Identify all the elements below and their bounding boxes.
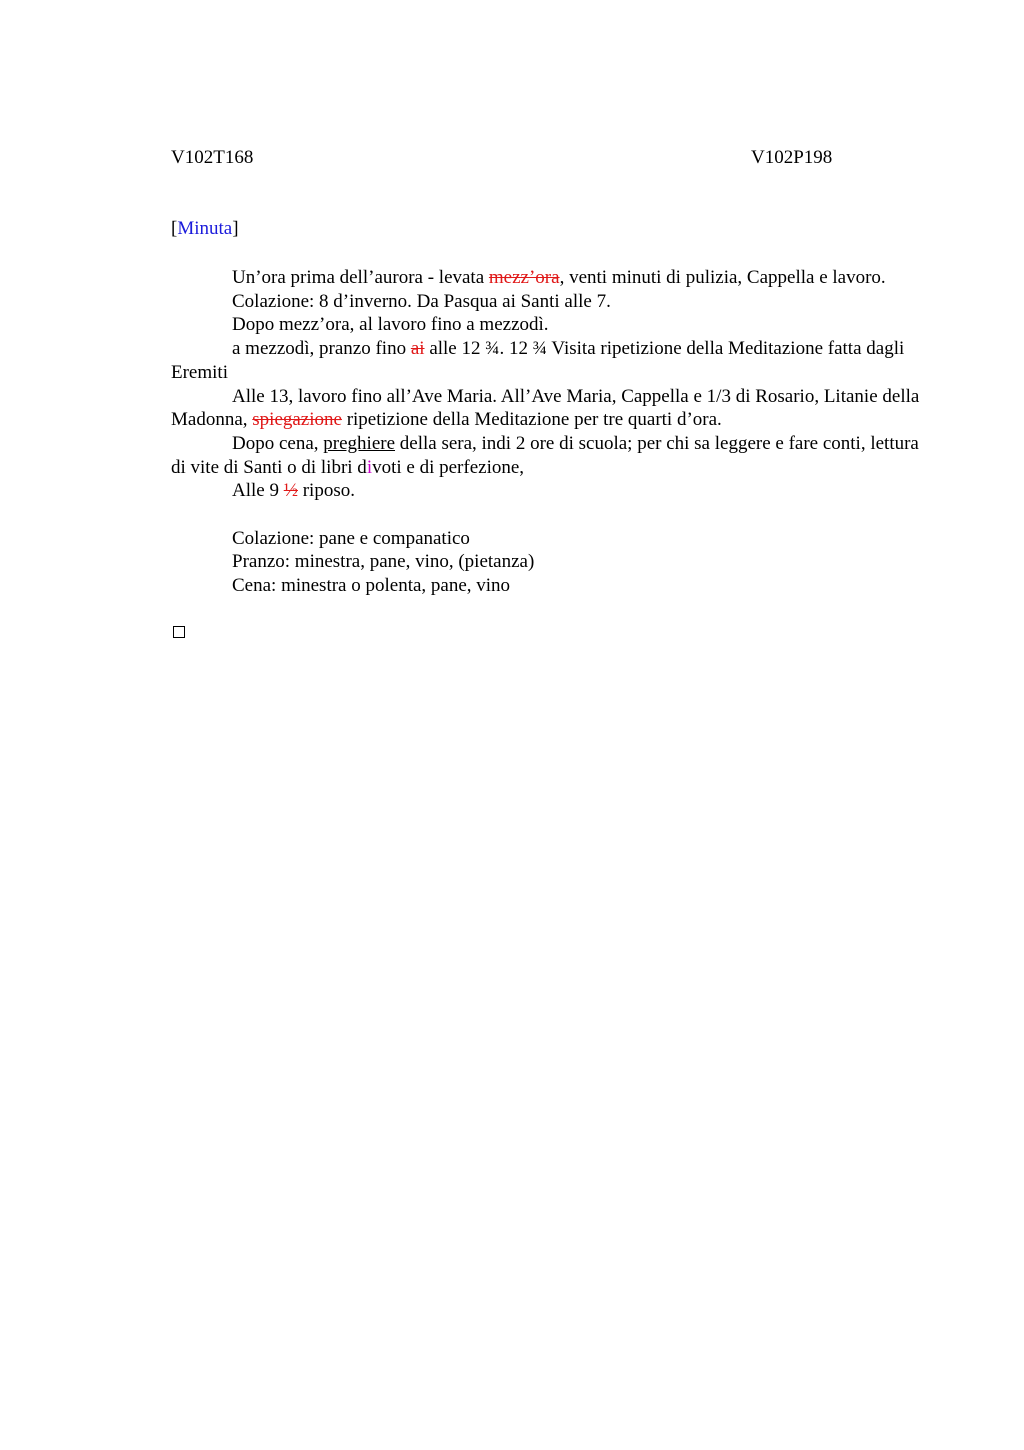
paragraph-afternoon [171, 385, 931, 432]
text-segment: alle 12 ¾. 12 ¾ Visita ripetizione della Meditazione fatta dagli Eremiti [171, 338, 905, 383]
paragraph-evening [171, 432, 931, 479]
paragraph-breakfast-menu [171, 527, 931, 551]
close-bracket: ] [232, 218, 239, 239]
text-segment: Alle 9 [232, 480, 284, 502]
text-segment: Pranzo: minestra, pane, vino, (pietanza) [232, 551, 535, 573]
paragraph-lunch-menu [171, 550, 931, 574]
text-segment: Dopo cena, [232, 432, 324, 454]
text-segment: Dopo mezz’ora, al lavoro fino a mezzodì. [232, 314, 549, 336]
underlined-text: preghiere [323, 432, 396, 454]
inserted-text: i [366, 456, 373, 478]
text-segment: a mezzodì, pranzo fino [232, 338, 411, 360]
text-segment: Cena: minestra o polenta, pane, vino [232, 575, 511, 597]
empty-square-icon [173, 626, 185, 638]
paragraph-breakfast-time [171, 290, 931, 314]
text-segment: , venti minuti di pulizia, Cappella e lavoro. [559, 267, 886, 288]
text-segment: della sera, indi 2 ore di scuola; per chi sa leggere e fare conti, lettura di vite di Santi o di libri d [171, 432, 919, 478]
section-label [171, 218, 239, 240]
text-segment: riposo. [297, 480, 355, 502]
blank-line [171, 503, 931, 527]
deleted-text: ai [410, 338, 425, 360]
paragraph-dinner-menu [171, 574, 931, 598]
text-segment: voti e di perfezione, [372, 456, 525, 478]
text-segment: Colazione: 8 d’inverno. Da Pasqua ai Santi alle 7. [232, 290, 611, 312]
text-segment: Un’ora prima dell’aurora - levata [232, 267, 489, 288]
document-code-right: V102P198 [751, 147, 833, 168]
section-label-text: Minuta [177, 218, 233, 239]
document-body [171, 266, 931, 598]
paragraph-rest [171, 479, 931, 503]
deleted-text: spiegazione [252, 409, 342, 431]
document-code-left: V102T168 [171, 147, 254, 168]
text-segment: ripetizione della Meditazione per tre quarti d’ora. [341, 409, 722, 431]
open-bracket: [ [171, 218, 178, 239]
deleted-text: mezz’ora [488, 267, 560, 288]
paragraph-wake-up [171, 266, 931, 290]
text-segment: Alle 13, lavoro fino all’Ave Maria. All’Ave Maria, Cappella e 1/3 di Rosario, Litanie della Madonna, [171, 385, 920, 431]
text-segment: Colazione: pane e companatico [232, 527, 470, 549]
paragraph-lunch [171, 337, 931, 384]
paragraph-morning-work [171, 313, 931, 337]
deleted-text: ½ [283, 480, 298, 502]
